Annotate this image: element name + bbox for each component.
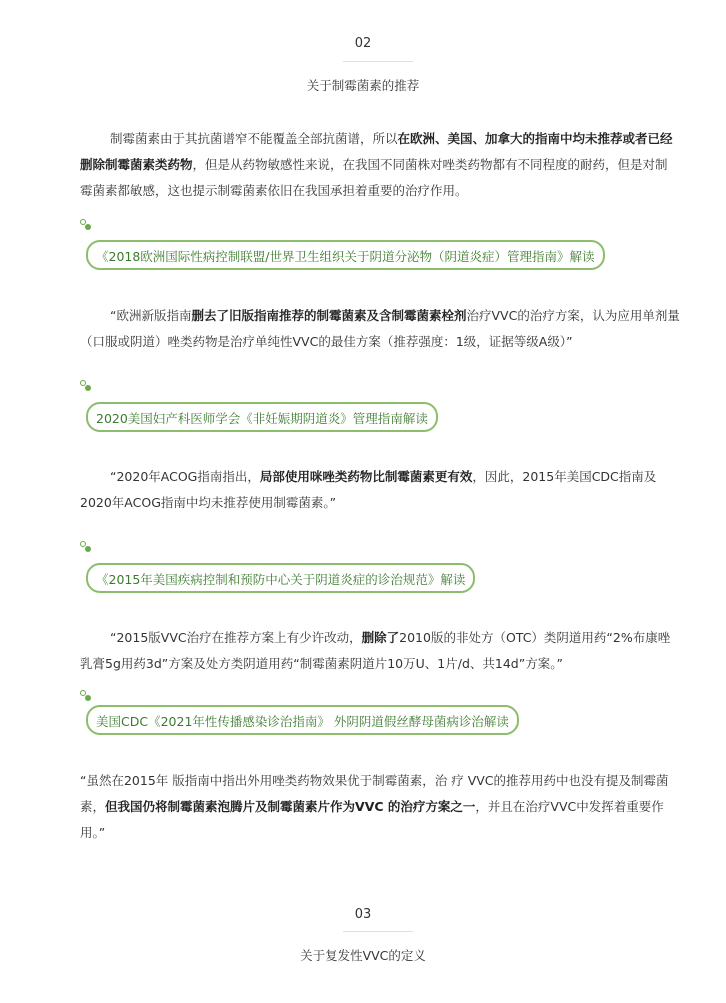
quote-paragraph [80,303,680,355]
text-span: ，并且在治疗VVC中发挥着重要作用。” [80,799,664,840]
section-number: 02 [354,36,372,51]
guide-link-3[interactable]: 《2015年美国疾病控制和预防中心关于阴道炎症的诊治规范》解读 [86,563,475,593]
bullet-dot-icon [85,546,91,552]
text-span: “欧洲新版指南 [110,308,192,323]
intro-paragraph [80,126,680,204]
text-span: “2020年ACOG指南指出， [110,469,260,484]
bullet-dot-icon [85,695,91,701]
section-number: 03 [354,907,372,922]
bold-text: 但我国仍将制霉菌素泡腾片及制霉菌素片作为VVC 的治疗方案之一 [105,799,476,814]
text-span: “2015版VVC治疗在推荐方案上有少许改动， [110,630,362,645]
bold-text: 删去了旧版指南推荐的制霉菌素及含制霉菌素栓剂 [191,308,467,323]
text-span: “虽然在2015年 版指南中指出外用唑类药物效果优于制霉菌素，治 疗 VVC的推荐用药中也没有提及制霉菌素， [80,773,669,814]
guide-link-4[interactable]: 美国CDC《2021年性传播感染诊治指南》 外阴阴道假丝酵母菌病诊治解读 [86,705,519,735]
quote-paragraph [80,625,680,677]
section-title: 关于制霉菌素的推荐 [306,78,420,93]
text-span: 治疗VVC的治疗方案，认为应用单剂量（口服或阴道）唑类药物是治疗单纯性VVC的最佳方案（推荐强度：1级，证据等级A级）” [80,308,680,349]
section-divider [343,931,413,932]
bold-text: 局部使用咪唑类药物比制霉菌素更有效 [259,469,473,484]
text-span: ，因此，2015年美国CDC指南及2020年ACOG指南中均未推荐使用制霉菌素。” [80,469,657,510]
text-span: 制霉菌素由于其抗菌谱窄不能覆盖全部抗菌谱，所以 [110,131,398,146]
section-title: 关于复发性VVC的定义 [300,948,426,963]
text-span: 2010版的非处方（OTC）类阴道用药“2%布康唑乳膏5g用药3d”方案及处方类阴道用药“制霉菌素阴道片10万U、1片/d、共14d”方案。” [80,630,671,671]
bold-text: 在欧洲、美国、加拿大的指南中均未推荐或者已经删除制霉菌素类药物 [80,131,673,172]
quote-paragraph [80,464,680,516]
bullet-dot-icon [85,385,91,391]
section-divider [343,61,413,62]
guide-link-1[interactable]: 《2018欧洲国际性病控制联盟/世界卫生组织关于阴道分泌物（阴道炎症）管理指南》解读 [86,240,605,270]
text-span: ，但是从药物敏感性来说，在我国不同菌株对唑类药物都有不同程度的耐药，但是对制霉菌素都敏感，这也提示制霉菌素依旧在我国承担着重要的治疗作用。 [80,157,668,198]
quote-paragraph [80,768,680,846]
bullet-dot-icon [85,224,91,230]
bold-text: 删除了 [361,630,400,645]
guide-link-2[interactable]: 2020美国妇产科医师学会《非妊娠期阴道炎》管理指南解读 [86,402,438,432]
